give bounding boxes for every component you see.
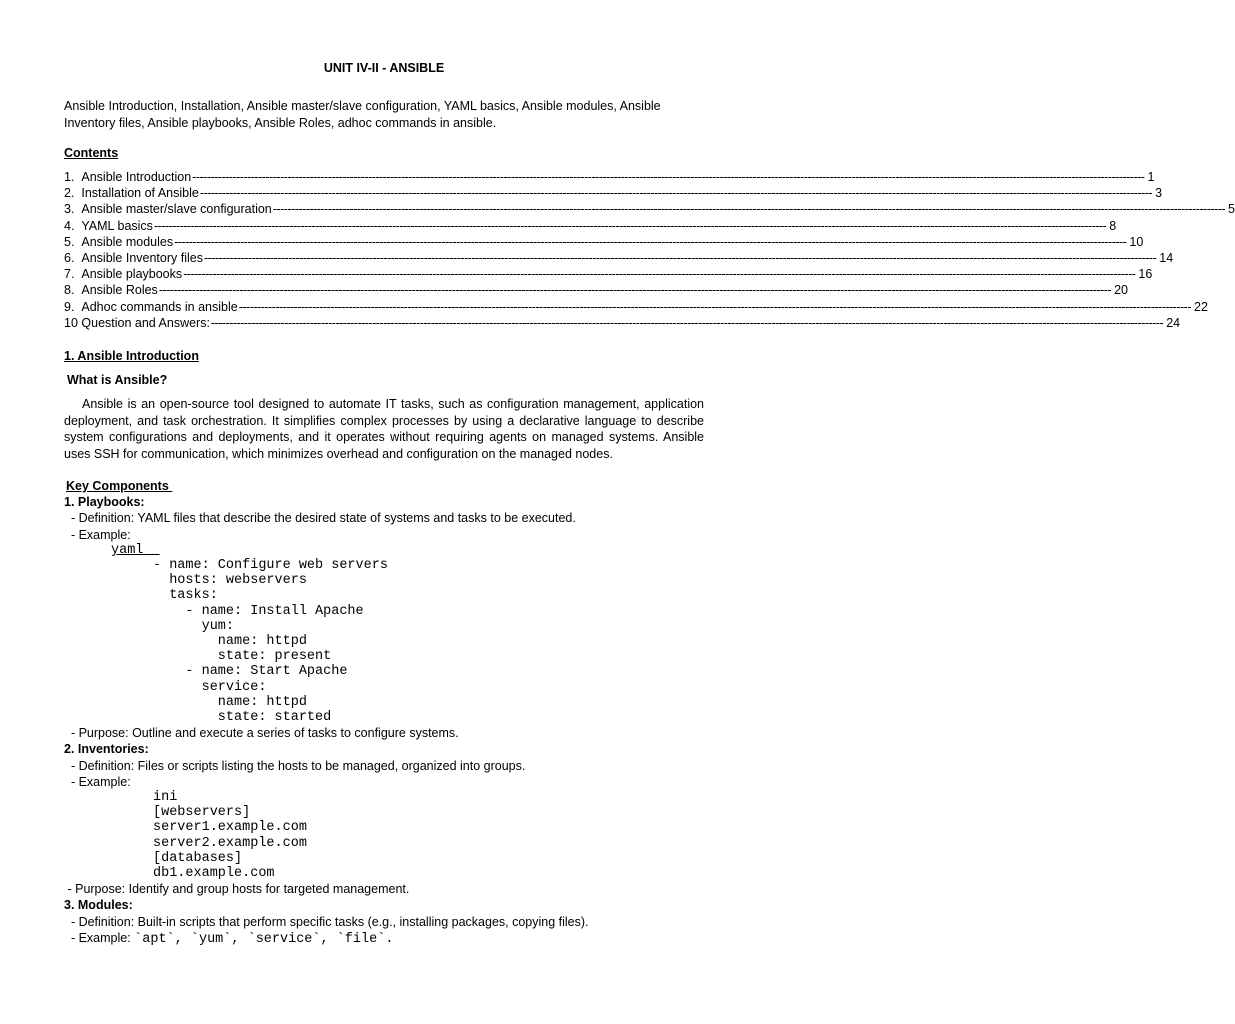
- toc-entry-page: 3: [1155, 186, 1163, 201]
- toc-entry-label: Ansible Inventory files: [81, 250, 203, 265]
- toc-entry[interactable]: [64, 218, 1117, 234]
- toc-entry-number: 7.: [64, 267, 82, 282]
- toc-entry-page: 16: [1138, 267, 1153, 282]
- toc-leader-dashes: --------------------------------------------------------------------------------------------------------------------------------------------------------------------------------------------------------------------------------------------------------------------: [272, 202, 1226, 217]
- what-is-ansible-text: Ansible is an open-source tool designed to automate IT tasks, such as configuration management, application deployment, and task orchestration. It simplifies complex processes by using a declarative language to describe system configurations and deployments, and it operates without requiring agents on managed systems. Ansible uses SSH for communication, which minimizes overhead and configuration on the managed nodes.: [64, 397, 704, 461]
- playbooks-heading: 1. Playbooks:: [64, 495, 145, 509]
- toc-entry-page: 24: [1166, 315, 1181, 330]
- document-title: UNIT IV-II - ANSIBLE: [323, 61, 445, 75]
- key-components-heading: Key Components: [66, 479, 173, 493]
- section-1-heading: 1. Ansible Introduction: [64, 349, 199, 363]
- toc-entry-number: 1.: [64, 170, 82, 184]
- modules-example-line: [64, 931, 393, 947]
- toc-entry-page: 1: [1147, 170, 1155, 184]
- inventories-purpose: - Purpose: Identify and group hosts for targeted management.: [64, 882, 410, 896]
- toc-entry-number: 9.: [64, 299, 82, 314]
- toc-entry[interactable]: [64, 250, 1174, 266]
- contents-heading: Contents: [64, 146, 119, 160]
- toc-leader-dashes: --------------------------------------------------------------------------------------------------------------------------------------------------------------------------------------------------------------------------------------------------------------------: [199, 186, 1153, 201]
- toc-entry-number: 5.: [64, 234, 82, 249]
- toc-entry-label: Adhoc commands in ansible: [81, 299, 238, 314]
- toc-entry[interactable]: [64, 169, 1155, 185]
- toc-entry-label: Ansible Roles: [81, 283, 158, 298]
- toc-entry-label: Ansible Introduction: [81, 170, 192, 184]
- toc-entry-page: 10: [1129, 234, 1144, 249]
- playbooks-code-lang: yaml: [111, 543, 160, 558]
- toc-leader-dashes: --------------------------------------------------------------------------------------------------------------------------------------------------------------------------------------------------------------------------------------------------------------------: [183, 267, 1136, 282]
- inventories-code-block: ini [webservers] server1.example.com server2.example.com [databases] db1.example.com: [153, 790, 307, 882]
- toc-leader-dashes: --------------------------------------------------------------------------------------------------------------------------------------------------------------------------------------------------------------------------------------------------------------------: [153, 218, 1107, 233]
- inventories-definition: - Definition: Files or scripts listing the hosts to be managed, organized into groups.: [64, 759, 526, 773]
- playbooks-purpose: - Purpose: Outline and execute a series of tasks to configure systems.: [64, 726, 459, 740]
- inventories-heading: 2. Inventories:: [64, 742, 149, 756]
- playbooks-code-block: - name: Configure web servers hosts: webservers tasks: - name: Install Apache yum: name: httpd state: present - name: Start Apache service: name: httpd state: started: [153, 558, 388, 726]
- inventories-example-label: - Example:: [64, 775, 131, 789]
- toc-entry-page: 14: [1159, 250, 1174, 265]
- modules-example-code: `apt`, `yum`, `service`, `file`.: [134, 932, 394, 947]
- toc-entry[interactable]: [64, 315, 1181, 331]
- toc-entry-page: 8: [1109, 218, 1117, 233]
- toc-leader-dashes: --------------------------------------------------------------------------------------------------------------------------------------------------------------------------------------------------------------------------------------------------------------------: [203, 250, 1157, 265]
- toc-entry[interactable]: [64, 299, 1208, 315]
- toc-entry[interactable]: [64, 201, 1235, 217]
- toc-entry[interactable]: [64, 234, 1144, 250]
- toc-leader-dashes: --------------------------------------------------------------------------------------------------------------------------------------------------------------------------------------------------------------------------------------------------------------------: [158, 283, 1112, 298]
- toc-entry-label: Question and Answers:: [81, 315, 210, 330]
- toc-leader-dashes: --------------------------------------------------------------------------------------------------------------------------------------------------------------------------------------------------------------------------------------------------------------------: [174, 234, 1127, 249]
- toc-entry-label: Installation of Ansible: [81, 186, 199, 201]
- toc-entry-label: YAML basics: [81, 218, 153, 233]
- toc-leader-dashes: --------------------------------------------------------------------------------------------------------------------------------------------------------------------------------------------------------------------------------------------------------------------: [210, 315, 1164, 330]
- modules-heading: 3. Modules:: [64, 898, 133, 912]
- toc-entry-number: 2.: [64, 186, 82, 201]
- what-is-ansible-paragraph: [64, 396, 704, 462]
- toc-leader-dashes: --------------------------------------------------------------------------------------------------------------------------------------------------------------------------------------------------------------------------------------------------------------------: [238, 299, 1191, 314]
- toc-entry[interactable]: [64, 282, 1128, 298]
- toc-entry-number: 6.: [64, 250, 82, 265]
- intro-paragraph: Ansible Introduction, Installation, Ansible master/slave configuration, YAML basics, Ansible modules, Ansible Inventory files, Ansible playbooks, Ansible Roles, adhoc commands in ansible.: [64, 99, 661, 130]
- toc-entry-number: 8.: [64, 283, 82, 298]
- toc-entry-label: Ansible modules: [81, 234, 174, 249]
- toc-entry-page: 22: [1194, 299, 1208, 314]
- toc-entry-number: 10: [64, 315, 82, 330]
- modules-definition: - Definition: Built-in scripts that perform specific tasks (e.g., installing packages, copying files).: [64, 915, 589, 929]
- table-of-contents: [64, 169, 1235, 331]
- toc-entry-label: Ansible master/slave configuration: [81, 202, 272, 217]
- toc-entry-number: 4.: [64, 218, 82, 233]
- toc-leader-dashes: --------------------------------------------------------------------------------------------------------------------------------------------------------------------------------------------------------------------------------------------------------------------: [192, 170, 1145, 184]
- toc-entry-page: 5: [1228, 202, 1235, 217]
- toc-entry[interactable]: [64, 266, 1153, 282]
- modules-example-label: - Example:: [64, 931, 135, 945]
- what-is-ansible-heading: What is Ansible?: [67, 373, 168, 387]
- toc-entry-label: Ansible playbooks: [81, 267, 183, 282]
- playbooks-example-label: - Example:: [64, 528, 131, 542]
- playbooks-definition: - Definition: YAML files that describe the desired state of systems and tasks to be executed.: [64, 511, 576, 525]
- toc-entry-number: 3.: [64, 202, 82, 217]
- toc-entry[interactable]: [64, 185, 1163, 201]
- toc-entry-page: 20: [1114, 283, 1128, 298]
